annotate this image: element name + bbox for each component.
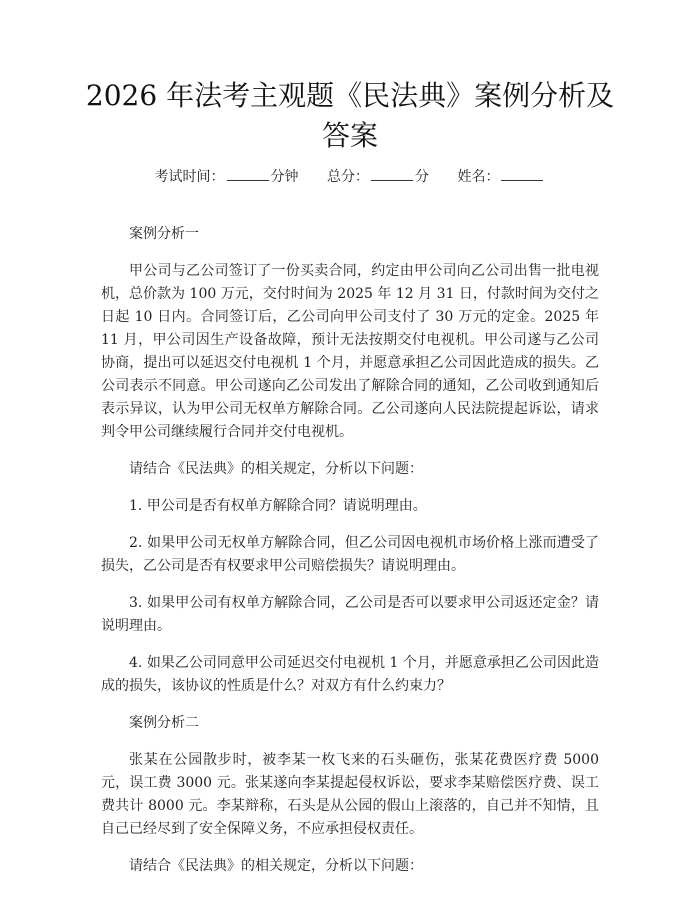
case1-body: 甲公司与乙公司签订了一份买卖合同，约定由甲公司向乙公司出售一批电视机，总价款为 100 万元，交付时间为 2025 年 12 月 31 日，付款时间为交付之日起 10 日内。合同签订后，乙公司向甲公司支付了 30 万元的定金。2025 年 11 月，甲公司因生产设备故障，预计无法按期交付电视机。甲公司遂与乙公司协商，提出可以延迟交付电视机 1 个月，并愿意承担乙公司因此造成的损失。乙公司表示不同意。甲公司遂向乙公司发出了解除合同的通知，乙公司收到通知后表示异议，认为甲公司无权单方解除合同。乙公司遂向人民法院提起诉讼，请求判令甲公司继续履行合同并交付电视机。 <box>101 263 599 440</box>
candidate-name <box>457 167 545 187</box>
total-score-unit: 分 <box>415 169 429 185</box>
exam-time-label: 考试时间： <box>154 169 225 185</box>
case1-question-4: 4. 如果乙公司同意甲公司延迟交付电视机 1 个月，并愿意承担乙公司因此造成的损失，该协议的性质是什么？对双方有什么约束力？ <box>101 655 599 694</box>
document-title: 2026 年法考主观题《民法典》案例分析及答案 <box>85 79 615 152</box>
exam-time-unit: 分钟 <box>270 169 299 185</box>
candidate-name-blank <box>501 167 543 181</box>
total-score <box>327 167 429 187</box>
case1-question-3: 3. 如果甲公司有权单方解除合同，乙公司是否可以要求甲公司返还定金？请说明理由。 <box>101 595 599 634</box>
candidate-name-label: 姓名： <box>457 169 500 185</box>
case1-prompt: 请结合《民法典》的相关规定，分析以下问题： <box>129 461 423 477</box>
exam-time <box>155 167 299 187</box>
document-content <box>101 223 599 892</box>
case1-heading: 案例分析一 <box>129 226 199 242</box>
case2-heading: 案例分析二 <box>129 715 199 731</box>
total-score-label: 总分： <box>327 169 369 185</box>
case2-body: 张某在公园散步时，被李某一枚飞来的石头砸伤，张某花费医疗费 5000 元，误工费 3000 元。张某遂向李某提起侵权诉讼，要求李某赔偿医疗费、误工费共计 8000 元。李某辩称，石头是从公园的假山上滚落的，自己并不知情，且自己已经尽到了安全保障义务，不应承担侵权责任。 <box>101 752 599 837</box>
case1-question-2: 2. 如果甲公司无权单方解除合同，但乙公司因电视机市场价格上涨而遭受了损失，乙公司是否有权要求甲公司赔偿损失？请说明理由。 <box>101 535 599 574</box>
total-score-blank <box>371 167 413 181</box>
case2-prompt: 请结合《民法典》的相关规定，分析以下问题： <box>129 858 423 874</box>
exam-time-blank <box>227 167 269 181</box>
case1-question-1: 1. 甲公司是否有权单方解除合同？请说明理由。 <box>129 498 427 514</box>
exam-info <box>0 167 700 187</box>
